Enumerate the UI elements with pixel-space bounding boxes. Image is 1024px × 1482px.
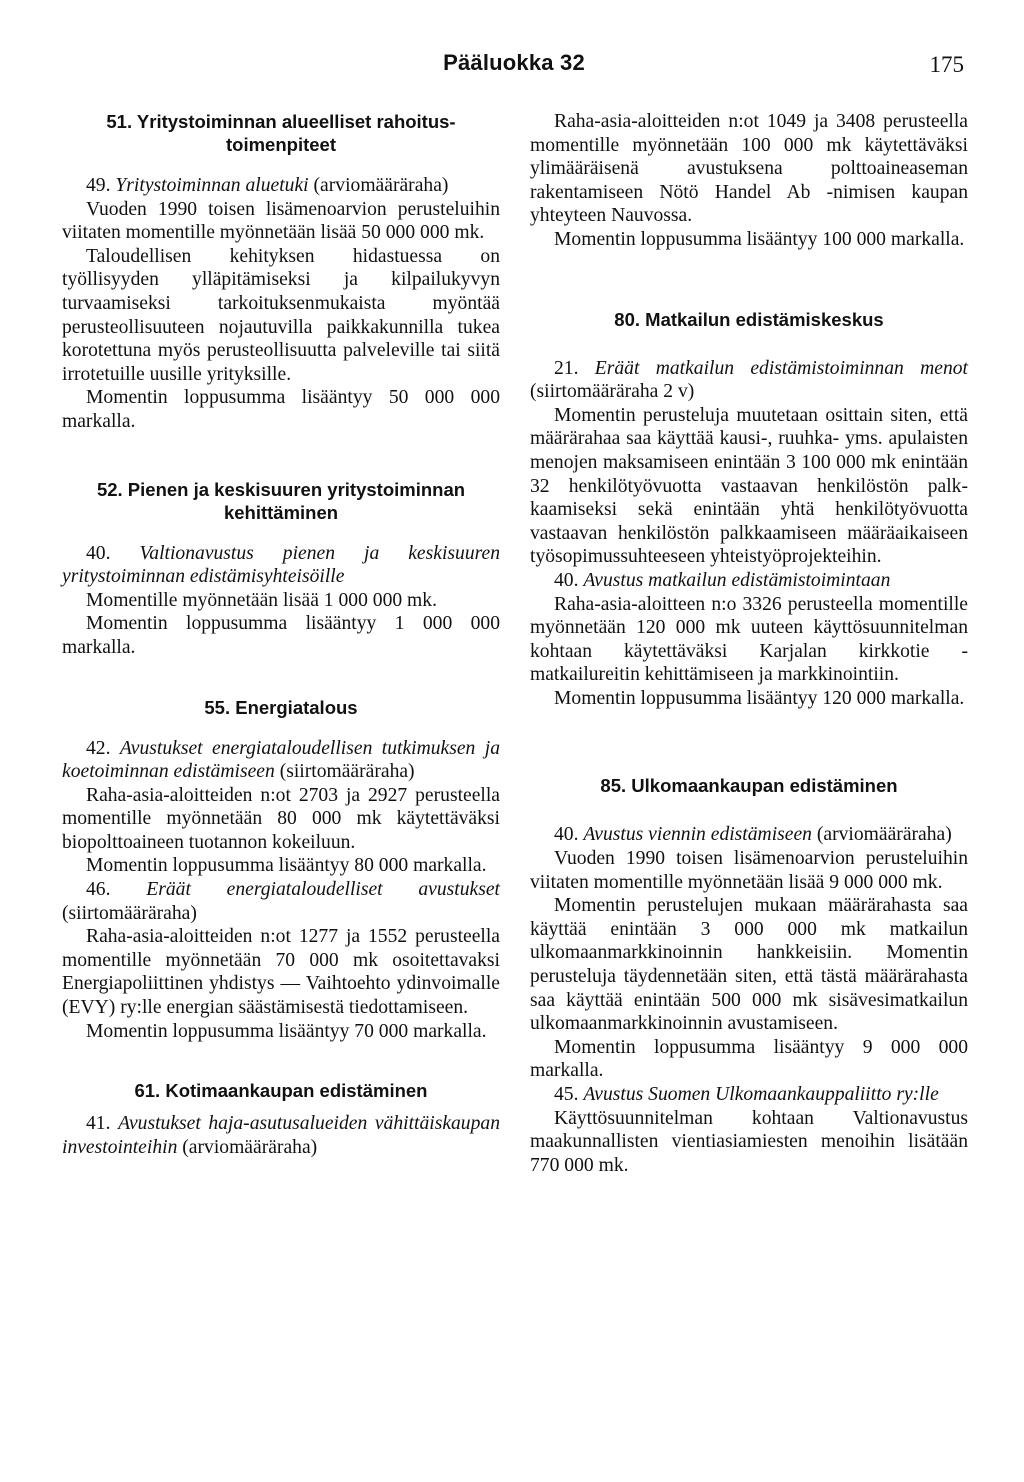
paragraph: Momentille myönnetään lisää 1 000 000 mk. xyxy=(86,589,437,611)
item-title: Avustukset haja-asutusalueiden vähittäiskaupan investointeihin xyxy=(62,1113,500,1158)
item-49 xyxy=(62,174,500,198)
paragraph: Momentin perusteluja muutetaan osittain siten, että määrärahaa saa käyttää kausi-, ruuhka- yms. apulaisten menojen maksamiseen enintään 3 100 000 mk enintään 32 henkilötyövuotta vastaavan henkilöstön palkkaamiseksi sekä enintään yhtä henkilötyövuotta vastaavan henkilöstön palkkaamiseen määräaikaiseen työsopimussuhteeseen yhteistyöprojekteihin. xyxy=(530,404,968,568)
paragraph: Momentin loppusumma lisääntyy 9 000 000 markalla. xyxy=(530,1036,968,1082)
section-61-heading: 61. Kotimaankaupan edistäminen xyxy=(134,1080,428,1102)
item-number: 42. xyxy=(86,737,111,759)
section-heading-line: toimenpiteet xyxy=(226,134,336,155)
item-number: 40. xyxy=(86,542,111,564)
paragraph: Käyttösuunnitelman kohtaan Valtionavustus maakunnallisten vientiasiamiesten menoihin lisätään 770 000 mk. xyxy=(530,1107,968,1176)
item-title: Eräät matkailun edistämistoiminnan menot xyxy=(594,357,968,379)
item-type: (siirtomääräraha 2 v) xyxy=(530,381,695,403)
section-51-heading xyxy=(62,110,500,156)
paragraph: Raha-asia-aloitteiden n:ot 2703 ja 2927 perusteella momentille myönnetään 80 000 mk käytettäväksi biopolttoaineen tuotannon kokeiluun. xyxy=(62,784,500,853)
item-45 xyxy=(530,1083,968,1107)
running-title: Pääluokka 32 xyxy=(443,50,585,75)
paragraph: Momentin loppusumma lisääntyy 1 000 000 markalla. xyxy=(62,613,500,658)
item-title: Avustukset energiataloudellisen tutkimuksen ja koetoiminnan edistämiseen xyxy=(62,737,500,783)
item-type: (siirtomääräraha) xyxy=(62,902,197,924)
item-title: Avustus Suomen Ulkomaankauppaliitto ry:lle xyxy=(583,1084,939,1105)
paragraph: Raha-asia-aloitteiden n:ot 1049 ja 3408 perusteella momentille myönnetään 100 000 mk käytettäväksi ylimääräisenä avustuksena polttoaineaseman rakentamiseen Nötö Handel Ab -nimisen kaupan yhteyteen Nauvossa. xyxy=(530,111,968,227)
paragraph: Raha-asia-aloitteen n:o 3326 perusteella momentille myönnetään 120 000 mk uuteen käyttösuunnitelman kohtaan käytettäväksi Karjalan kirkkotie -matkailureitin kehittämiseen ja markkinointiin. xyxy=(530,593,968,686)
item-title: Avustus viennin edistämiseen xyxy=(583,824,812,846)
item-type: (arviomääräraha) xyxy=(816,824,952,846)
section-heading-line: kehittäminen xyxy=(223,501,339,523)
item-title: Valtionavustus pienen ja keskisuuren yritystoiminnan edistämisyhteisöille xyxy=(62,542,501,588)
item-21 xyxy=(530,357,968,404)
item-42 xyxy=(62,737,500,784)
item-number: 41. xyxy=(86,1113,111,1135)
paragraph: Vuoden 1990 toisen lisämenoarvion perusteluihin viitaten momentille myönnetään lisää 50 000 000 mk. xyxy=(62,198,500,244)
paragraph: Momentin loppusumma lisääntyy 120 000 markalla. xyxy=(554,687,965,709)
section-heading-line: 52. Pienen ja keskisuuren yritystoiminnan xyxy=(96,478,466,500)
paragraph: Vuoden 1990 toisen lisämenoarvion perusteluihin viitaten momentille myönnetään lisää 9 000 000 mk. xyxy=(530,848,968,893)
item-number: 21. xyxy=(554,357,579,379)
item-number: 49. xyxy=(86,175,111,196)
item-41 xyxy=(62,1112,500,1159)
section-heading-line: 51. Yritystoiminnan alueelliset rahoitus- xyxy=(106,111,456,132)
left-column xyxy=(62,110,500,1159)
page-number: 175 xyxy=(929,52,964,77)
paragraph: Momentin loppusumma lisääntyy 80 000 markalla. xyxy=(86,855,487,877)
page-header xyxy=(64,50,964,86)
item-type: (siirtomääräraha) xyxy=(279,761,415,783)
right-column xyxy=(530,110,968,1177)
item-type: (arviomääräraha) xyxy=(313,175,449,196)
item-number: 46. xyxy=(86,879,111,901)
item-40 xyxy=(62,542,500,589)
item-number: 40. xyxy=(554,569,579,591)
paragraph: Raha-asia-aloitteiden n:ot 1277 ja 1552 perusteella momentille myönnetään 70 000 mk osoitettavaksi Energiapoliittinen yhdistys — Vaihtoehto ydinvoimalle (EVY) ry:lle energian säästämisestä tiedottamiseen. xyxy=(62,926,500,1019)
section-55-heading: 55. Energiatalous xyxy=(204,696,358,718)
item-number: 40. xyxy=(554,824,579,846)
paragraph: Taloudellisen kehityksen hidastuessa on työllisyyden ylläpitämiseksi ja kilpailukyvyn turvaamiseksi tarkoituksenmukaista myöntää perusteollisuuteen nojautuvilla paikkakunnilla tukea korotettuna myös perusteollisuutta palveleville tai siitä irrotetuille uusille yrityksille. xyxy=(62,245,500,385)
item-40 xyxy=(530,569,968,593)
section-80-heading: 80. Matkailun edistämiskeskus xyxy=(614,308,884,330)
paragraph: Momentin loppusumma lisääntyy 50 000 000 markalla. xyxy=(62,387,500,432)
paragraph: Momentin loppusumma lisääntyy 70 000 markalla. xyxy=(86,1020,487,1042)
section-52-heading xyxy=(62,478,500,524)
item-title: Avustus matkailun edistämistoimintaan xyxy=(583,569,891,591)
item-type: (arviomääräraha) xyxy=(182,1136,318,1158)
item-title: Eräät energiataloudelliset avustukset xyxy=(146,879,500,901)
paragraph: Momentin perustelujen mukaan määrärahasta saa käyttää enintään 3 000 000 mk matkailun ulkomaanmarkkinoinnin hankkeisiin. Momentin perusteluja täydennetään siten, että tästä määrärahasta saa käyttää enintään 500 000 mk sisävesimatkailun ulkomaanmarkkinoinnin avustamiseen. xyxy=(530,895,968,1035)
section-85-heading: 85. Ulkomaankaupan edistäminen xyxy=(600,775,898,797)
item-46 xyxy=(62,878,500,925)
paragraph: Momentin loppusumma lisääntyy 100 000 markalla. xyxy=(554,228,965,250)
item-40b xyxy=(530,823,968,847)
item-title: Yritystoiminnan aluetuki xyxy=(115,175,309,196)
item-number: 45. xyxy=(554,1084,579,1105)
